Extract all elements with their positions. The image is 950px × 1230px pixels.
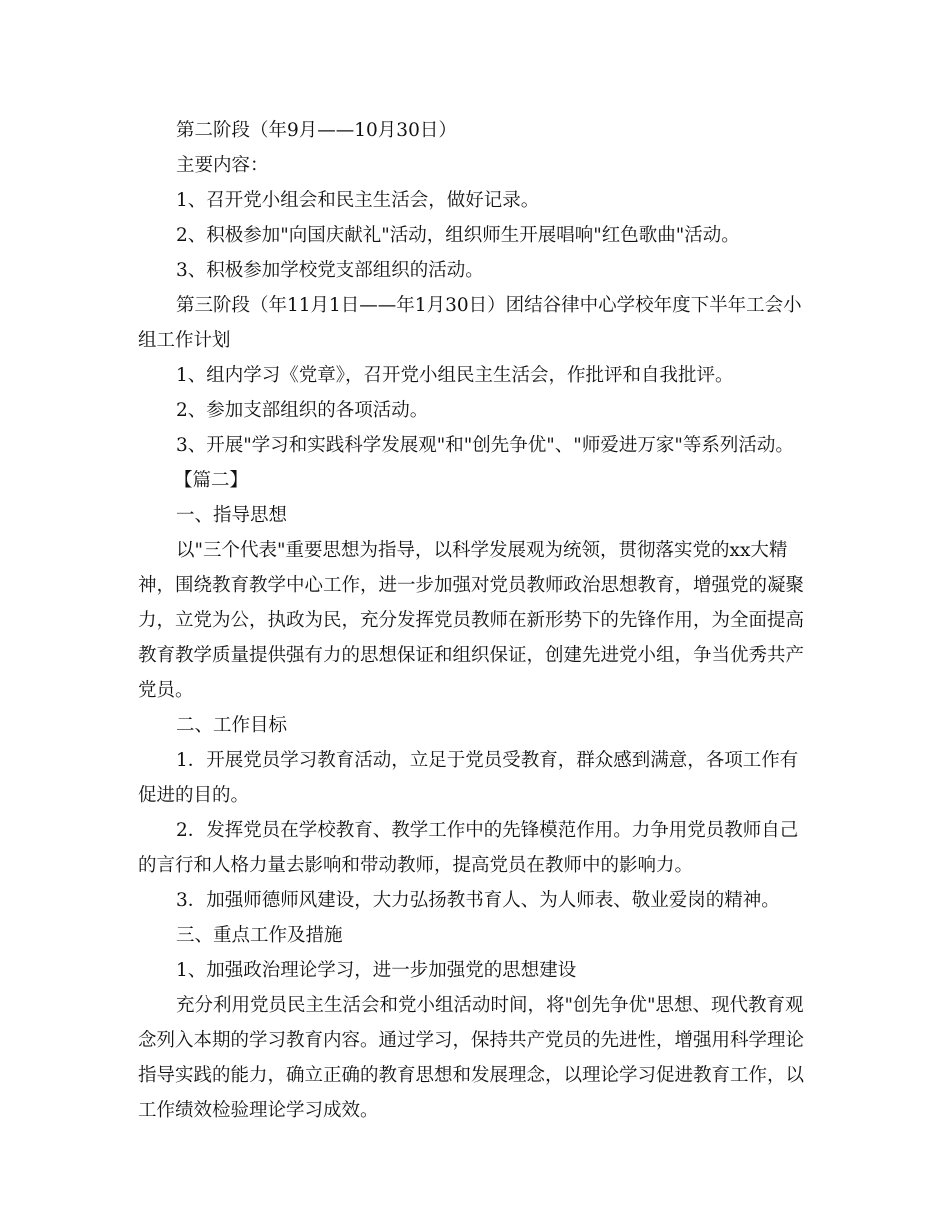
paragraph-item: 3．加强师德师风建设，大力弘扬教书育人、为人师表、敬业爱岗的精神。 [176, 890, 780, 911]
subsection-heading: 1、加强政治理论学习，进一步加强党的思想建设 [176, 960, 577, 981]
paragraph-item: 2、积极参加"向国庆献礼"活动，组织师生开展唱响"红色歌曲"活动。 [176, 225, 740, 246]
paragraph-item: 3、开展"学习和实践科学发展观"和"创先争优"、"师爱进万家"等系列活动。 [176, 435, 794, 456]
section-heading: 二、工作目标 [176, 715, 288, 736]
paragraph-main-content-label: 主要内容： [176, 155, 269, 176]
section-heading: 一、指导思想 [176, 505, 288, 526]
paragraph-item: 1、组内学习《党章》，召开党小组民主生活会，作批评和自我批评。 [176, 365, 734, 386]
paragraph-item: 1．开展党员学习教育活动，立足于党员受教育，群众感到满意，各项工作有促进的目的。 [138, 750, 799, 806]
document-body [138, 113, 814, 1128]
section-heading-part-two: 【篇二】 [174, 470, 249, 491]
paragraph-item: 2、参加支部组织的各项活动。 [176, 400, 429, 421]
section-heading: 三、重点工作及措施 [176, 925, 343, 946]
paragraph-stage-two-title: 第二阶段（年9月——10月30日） [176, 120, 457, 141]
paragraph-item: 2．发挥党员在学校教育、教学工作中的先锋模范作用。力争用党员教师自己的言行和人格力量去影响和带动教师，提高党员在教师中的影响力。 [138, 820, 799, 876]
paragraph-item: 3、积极参加学校党支部组织的活动。 [176, 260, 484, 281]
paragraph-body: 充分利用党员民主生活会和党小组活动时间，将"创先争优"思想、现代教育观念列入本期的学习教育内容。通过学习，保持共产党员的先进性，增强用科学理论指导实践的能力，确立正确的教育思想和发展理念，以理论学习促进教育工作，以工作绩效检验理论学习成效。 [138, 995, 805, 1121]
paragraph-stage-three-title: 第三阶段（年11月1日——年1月30日）团结谷律中心学校年度下半年工会小组工作计划 [138, 295, 802, 351]
paragraph-body: 以"三个代表"重要思想为指导，以科学发展观为统领，贯彻落实党的xx大精神，围绕教育教学中心工作，进一步加强对党员教师政治思想教育，增强党的凝聚力，立党为公，执政为民，充分发挥党员教师在新形势下的先锋作用，为全面提高教育教学质量提供强有力的思想保证和组织保证，创建先进党小组，争当优秀共产党员。 [138, 540, 805, 701]
paragraph-item: 1、召开党小组会和民主生活会，做好记录。 [176, 190, 540, 211]
